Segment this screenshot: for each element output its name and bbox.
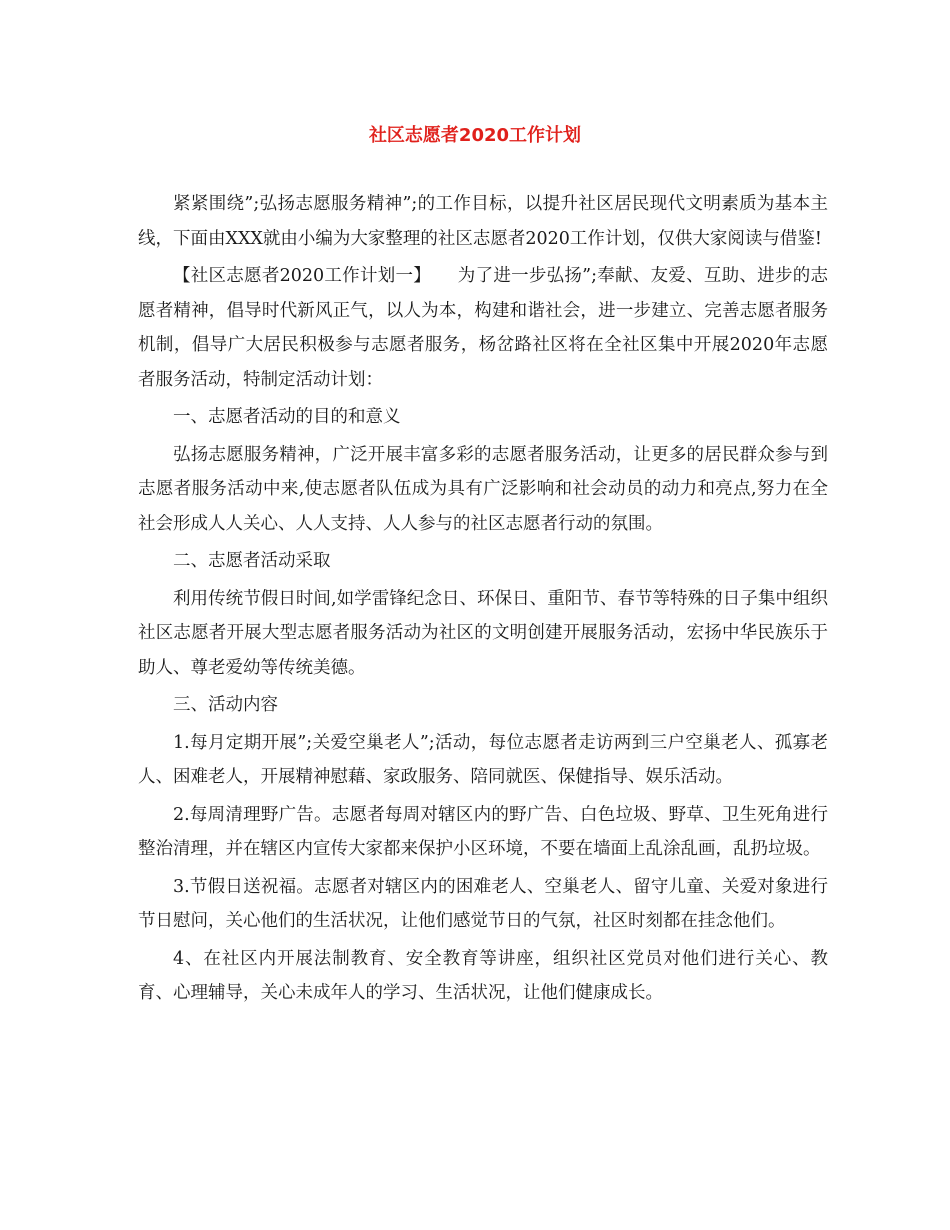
paragraph-intro: 紧紧围绕”;弘扬志愿服务精神”;的工作目标，以提升社区居民现代文明素质为基本主线，下面由XXX就由小编为大家整理的社区志愿者2020工作计划，仅供大家阅读与借鉴!: [138, 194, 828, 249]
list-item-4: 4、在社区内开展法制教育、安全教育等讲座，组织社区党员对他们进行关心、教育、心理辅导，关心未成年人的学习、生活状况，让他们健康成长。: [138, 948, 828, 1003]
document-body: [138, 187, 828, 1014]
list-item-3: 3.节假日送祝福。志愿者对辖区内的困难老人、空巢老人、留守儿童、关爱对象进行节日慰问，关心他们的生活状况，让他们感觉节日的气氛，社区时刻都在挂念他们。: [138, 876, 828, 931]
section-heading-purpose: 一、志愿者活动的目的和意义: [173, 407, 401, 427]
section-heading-content: 三、活动内容: [173, 695, 278, 715]
paragraph-purpose: 弘扬志愿服务精神，广泛开展丰富多彩的志愿者服务活动，让更多的居民群众参与到志愿者服务活动中来,使志愿者队伍成为具有广泛影响和社会动员的动力和亮点,努力在全社会形成人人关心、人人支持、人人参与的社区志愿者行动的氛围。: [138, 444, 828, 534]
list-item-1: 1.每月定期开展”;关爱空巢老人”;活动，每位志愿者走访两到三户空巢老人、孤寡老人、困难老人，开展精神慰藉、家政服务、陪同就医、保健指导、娱乐活动。: [138, 732, 828, 787]
section-heading-method: 二、志愿者活动采取: [173, 551, 331, 571]
paragraph-plan-one: 【社区志愿者2020工作计划一】 为了进一步弘扬”;奉献、友爱、互助、进步的志愿者精神，倡导时代新风正气，以人为本，构建和谐社会，进一步建立、完善志愿者服务机制，倡导广大居民积极参与志愿者服务，杨岔路社区将在全社区集中开展2020年志愿者服务活动，特制定活动计划：: [138, 266, 828, 390]
document-title: 社区志愿者2020工作计划: [368, 125, 582, 146]
paragraph-method: 利用传统节假日时间,如学雷锋纪念日、环保日、重阳节、春节等特殊的日子集中组织社区志愿者开展大型志愿者服务活动为社区的文明创建开展服务活动，宏扬中华民族乐于助人、尊老爱幼等传统美德。: [138, 588, 828, 678]
list-item-2: 2.每周清理野广告。志愿者每周对辖区内的野广告、白色垃圾、野草、卫生死角进行整治清理，并在辖区内宣传大家都来保护小区环境，不要在墙面上乱涂乱画，乱扔垃圾。: [138, 804, 828, 859]
